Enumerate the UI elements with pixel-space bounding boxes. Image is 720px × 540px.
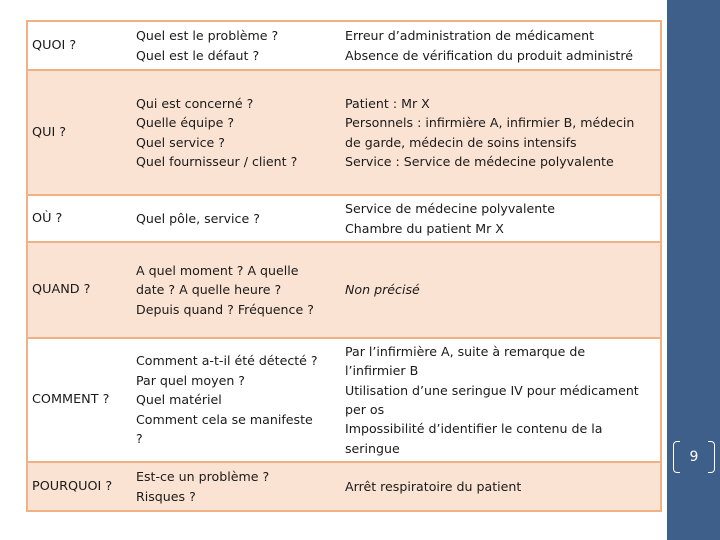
answer-line: Service : Service de médecine polyvalente xyxy=(345,153,614,169)
answer-line: Absence de vérification du produit administré xyxy=(345,47,634,63)
answer-line: Par l’infirmière A, suite à remarque de xyxy=(345,343,586,359)
answer-line: Erreur d’administration de médicament xyxy=(345,28,595,44)
answer-line: Arrêt respiratoire du patient xyxy=(345,478,522,494)
answers-cell xyxy=(339,242,660,338)
answer-line: Personnels : infirmière A, infirmier B, médecin xyxy=(345,115,635,131)
question-line: ? xyxy=(136,431,143,447)
answer-line: Service de médecine polyvalente xyxy=(345,201,555,217)
questions-cell xyxy=(130,70,339,195)
table-row xyxy=(28,242,660,338)
row-label: QUAND ? xyxy=(28,242,130,338)
row-label: QUOI ? xyxy=(28,22,130,70)
answer-line: Impossibilité d’identifier le contenu de la xyxy=(345,421,603,437)
question-line: Est-ce un problème ? xyxy=(136,469,270,485)
bracket-right-icon xyxy=(708,441,715,473)
table-row xyxy=(28,338,660,462)
questions-cell xyxy=(130,195,339,242)
row-label: OÙ ? xyxy=(28,195,130,242)
row-label: COMMENT ? xyxy=(28,338,130,462)
answer-line: l’infirmier B xyxy=(345,363,419,379)
question-line: Par quel moyen ? xyxy=(136,372,245,388)
answer-line: Patient : Mr X xyxy=(345,95,430,111)
question-line: A quel moment ? A quelle xyxy=(136,262,299,278)
question-line: Quel fournisseur / client ? xyxy=(136,153,298,169)
answers-cell xyxy=(339,195,660,242)
answers-cell xyxy=(339,462,660,510)
questions-cell xyxy=(130,462,339,510)
answer-line: Non précisé xyxy=(345,282,420,298)
table-row xyxy=(28,195,660,242)
question-line: Quel est le défaut ? xyxy=(136,47,260,63)
bracket-left-icon xyxy=(673,441,680,473)
questions-cell xyxy=(130,242,339,338)
row-label: POURQUOI ? xyxy=(28,462,130,510)
question-line: Comment a-t-il été détecté ? xyxy=(136,353,318,369)
answers-cell xyxy=(339,70,660,195)
answers-cell xyxy=(339,338,660,462)
page-number xyxy=(670,440,718,474)
question-line: Comment cela se manifeste xyxy=(136,411,313,427)
questions-cell xyxy=(130,338,339,462)
page-number-text: 9 xyxy=(689,449,699,465)
answer-line: Chambre du patient Mr X xyxy=(345,220,504,236)
question-line: Quel service ? xyxy=(136,134,225,150)
questions-cell xyxy=(130,22,339,70)
answers-cell xyxy=(339,22,660,70)
question-line: Quel est le problème ? xyxy=(136,28,279,44)
qqoqcp-table xyxy=(26,20,662,512)
question-line: Quel matériel xyxy=(136,392,222,408)
question-line: Qui est concerné ? xyxy=(136,95,254,111)
table-row xyxy=(28,462,660,510)
row-label: QUI ? xyxy=(28,70,130,195)
question-line: Risques ? xyxy=(136,488,196,504)
answer-line: Utilisation d’une seringue IV pour médicament xyxy=(345,382,639,398)
question-line: Quelle équipe ? xyxy=(136,115,235,131)
table-row xyxy=(28,70,660,195)
question-line: Depuis quand ? Fréquence ? xyxy=(136,301,314,317)
table-row xyxy=(28,22,660,70)
answer-line: per os xyxy=(345,402,385,417)
question-line: date ? A quelle heure ? xyxy=(136,282,282,298)
answer-line: de garde, médecin de soins intensifs xyxy=(345,134,577,150)
answer-line: seringue xyxy=(345,440,400,456)
question-line: Quel pôle, service ? xyxy=(136,210,260,226)
